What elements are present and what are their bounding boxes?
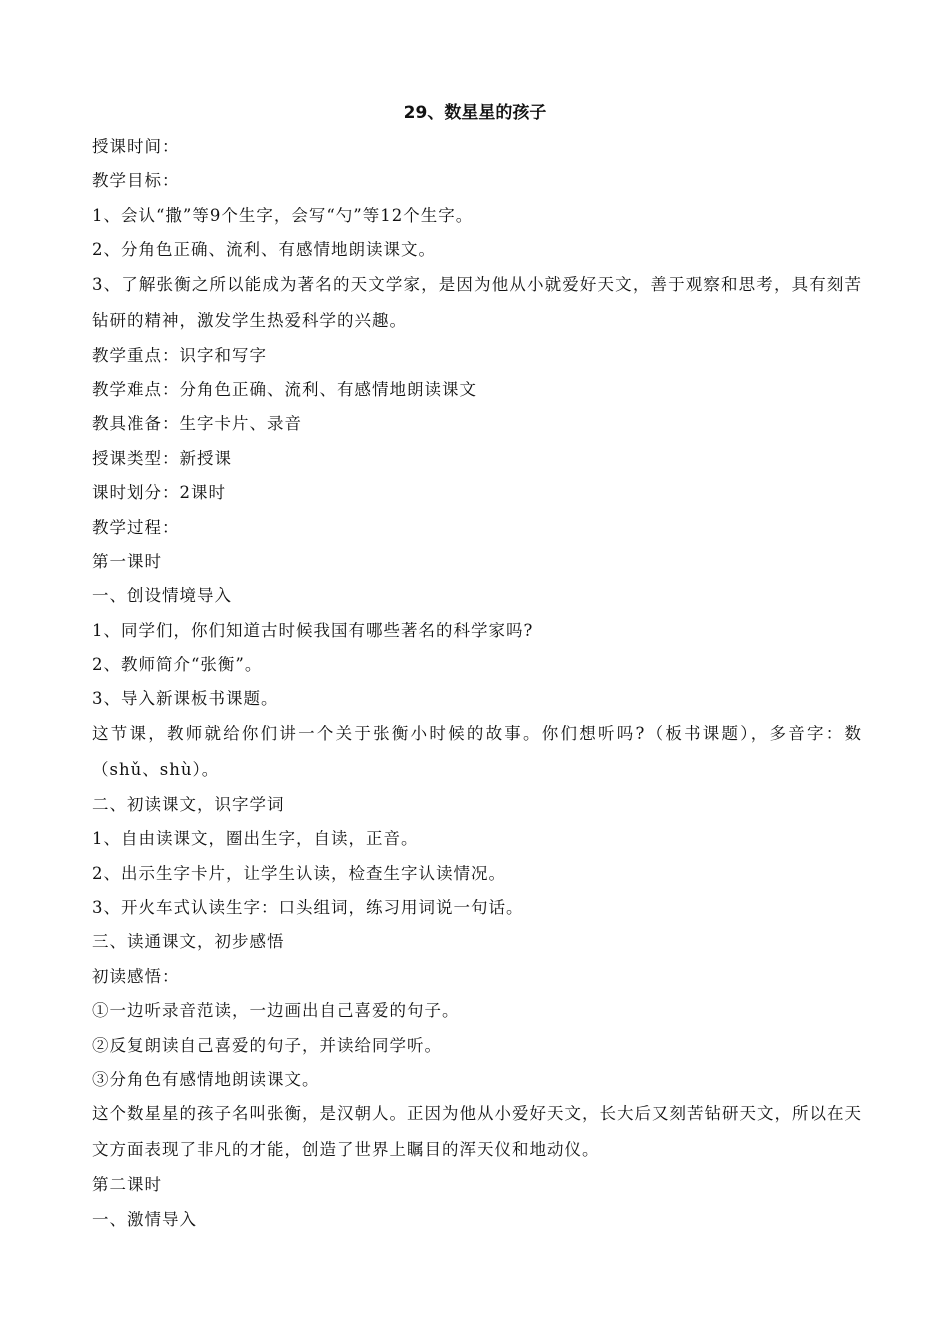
text-line: 第二课时 xyxy=(92,1175,162,1195)
text-line: 2、教师简介“张衡”。 xyxy=(92,655,263,675)
text-line: ③分角色有感情地朗读课文。 xyxy=(92,1069,320,1089)
text-line: 1、同学们，你们知道古时候我国有哪些著名的科学家吗? xyxy=(92,620,534,640)
text-line: 第一课时 xyxy=(92,551,162,571)
text-line: ①一边听录音范读，一边画出自己喜爱的句子。 xyxy=(92,1001,460,1021)
text-paragraph: 这节课，教师就给你们讲一个关于张衡小时候的故事。你们想听吗?（板书课题），多音字：数（shǔ、shù）。 xyxy=(92,723,862,779)
text-line: 授课时间： xyxy=(92,137,180,156)
text-line: 2、分角色正确、流利、有感情地朗读课文。 xyxy=(92,240,436,260)
text-paragraph: 这个数星星的孩子名叫张衡，是汉朝人。正因为他从小爱好天文，长大后又刻苦钻研天文，所以在天文方面表现了非凡的才能，创造了世界上瞩目的浑天仪和地动仪。 xyxy=(92,1104,862,1160)
document-body xyxy=(92,136,862,1243)
text-line: 教学目标： xyxy=(92,171,180,191)
text-line: 教学难点：分角色正确、流利、有感情地朗读课文 xyxy=(92,379,477,399)
text-line: 教学重点：识字和写字 xyxy=(92,345,267,365)
text-line: 一、激情导入 xyxy=(92,1209,197,1229)
text-line: 授课类型：新授课 xyxy=(92,448,232,468)
text-line: 1、会认“撒”等9个生字，会写“勺”等12个生字。 xyxy=(92,205,474,225)
text-line: 2、出示生字卡片，让学生认读，检查生字认读情况。 xyxy=(92,863,506,883)
text-line: 二、初读课文，识字学词 xyxy=(92,794,285,814)
text-line: 3、导入新课板书课题。 xyxy=(92,689,279,709)
text-paragraph: 3、了解张衡之所以能成为著名的天文学家，是因为他从小就爱好天文，善于观察和思考，具有刻苦钻研的精神，激发学生热爱科学的兴趣。 xyxy=(92,274,862,330)
text-line: ②反复朗读自己喜爱的句子，并读给同学听。 xyxy=(92,1035,442,1055)
text-line: 3、开火车式认读生字：口头组词，练习用词说一句话。 xyxy=(92,898,524,918)
text-line: 教学过程： xyxy=(92,517,180,537)
text-line: 教具准备：生字卡片、录音 xyxy=(92,414,302,434)
text-line: 1、自由读课文，圈出生字，自读，正音。 xyxy=(92,829,419,849)
text-line: 课时划分：2课时 xyxy=(92,483,226,503)
document-title: 29、数星星的孩子 xyxy=(403,103,547,123)
text-line: 初读感悟： xyxy=(92,966,180,986)
text-line: 三、读通课文，初步感悟 xyxy=(92,932,285,952)
text-line: 一、创设情境导入 xyxy=(92,586,232,606)
